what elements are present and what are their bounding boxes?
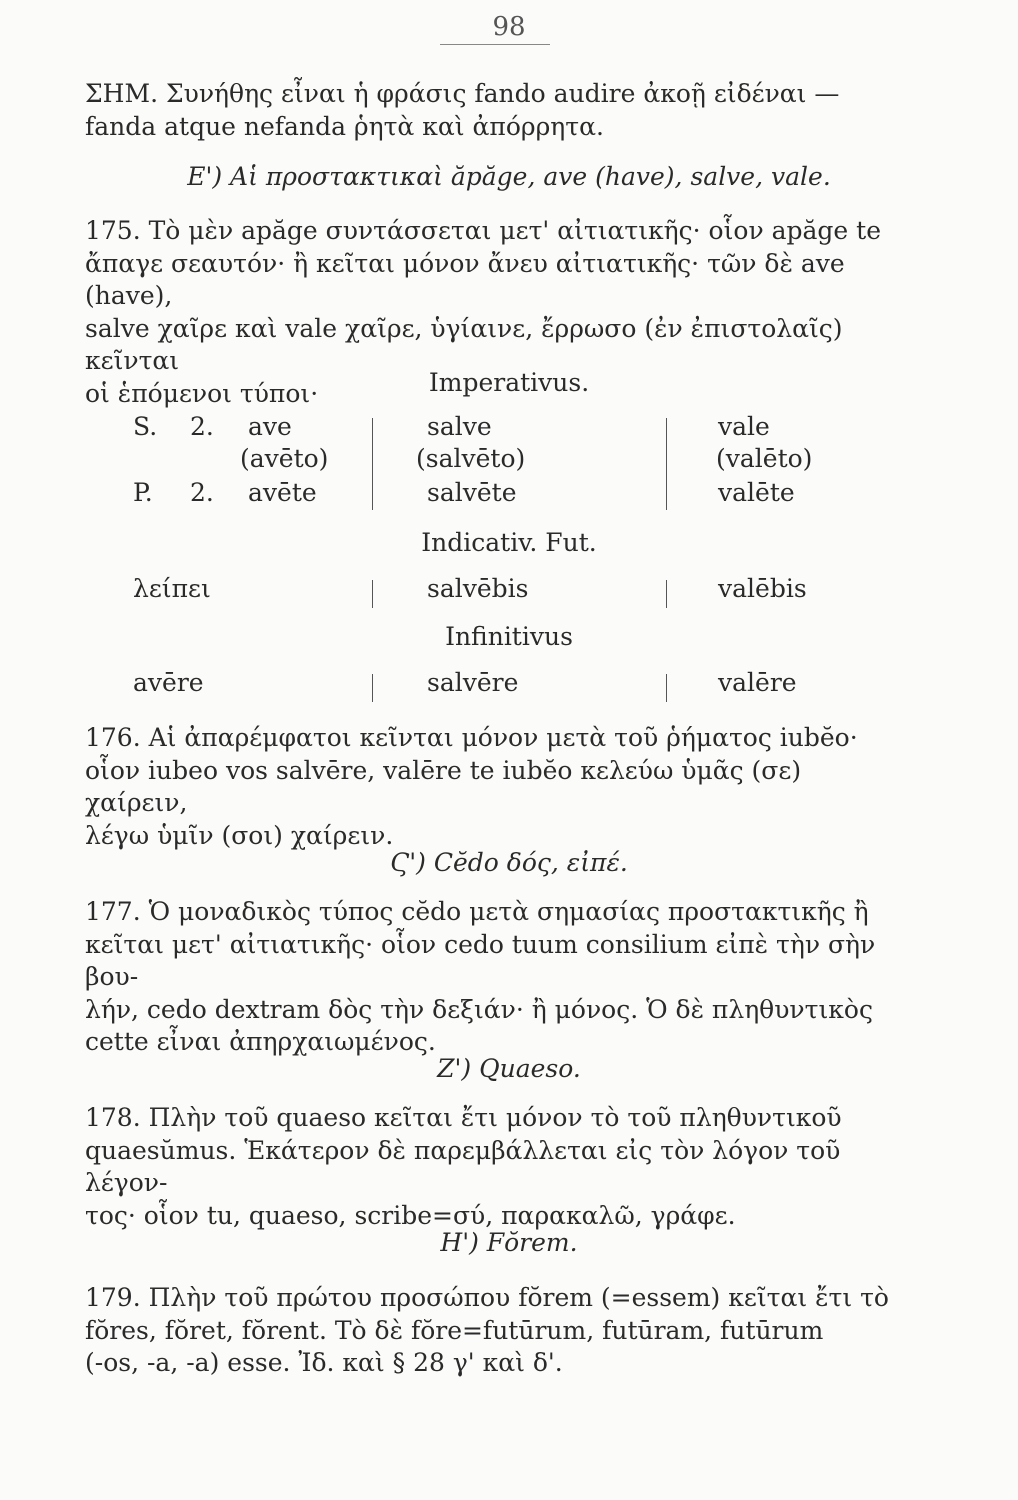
salvete-cell: salvēte xyxy=(427,478,517,507)
avete-cell: avēte xyxy=(248,478,317,507)
valebis-cell: valēbis xyxy=(718,574,807,603)
imperativus-heading: Imperativus. xyxy=(428,368,590,397)
p177-line-1: 177. Ὁ μοναδικὸς τύπος cĕdo μετὰ σημασίας προστακτικῆς ἢ xyxy=(85,897,869,926)
p179-line-3: (-os, -a, -a) esse. Ἰδ. καὶ § 28 γ' καὶ δ'. xyxy=(85,1348,563,1377)
p175-line-1: 175. Τὸ μὲν apăge συντάσσεται μετ' αἰτιατικῆς· οἷον apăge te xyxy=(85,216,881,245)
salveto-cell: (salvēto) xyxy=(416,444,526,473)
leipei-cell: λείπει xyxy=(133,574,211,603)
p178-line-3: τος· οἷον tu, quaeso, scribe=σύ, παρακαλῶ, γράφε. xyxy=(85,1200,736,1230)
p175-line-3: salve χαῖρε καὶ vale χαῖρε, ὑγίαινε, ἔρρωσο (ἐν ἐπιστολαῖς) κεῖνται xyxy=(85,313,843,375)
note-paragraph xyxy=(85,78,910,143)
singular-person: 2. xyxy=(190,412,214,441)
p179-line-1: 179. Πλὴν τοῦ πρώτου προσώπου fŏrem (=essem) κεῖται ἔτι τὸ xyxy=(85,1283,889,1312)
ave-cell: ave xyxy=(248,412,292,441)
p177-line-4: cette εἶναι ἀπηρχαιωμένος. xyxy=(85,1027,436,1056)
column-divider-5 xyxy=(372,674,373,702)
p177-line-2: κεῖται μετ' αἰτιατικῆς· οἷον cedo tuum consilium εἰπὲ τὴν σὴν βου- xyxy=(85,929,876,991)
valere-cell: valēre xyxy=(718,668,797,697)
salvere-cell: salvēre xyxy=(427,668,519,697)
paragraph-176 xyxy=(85,722,910,852)
column-divider-6 xyxy=(666,674,667,702)
salve-cell: salve xyxy=(427,412,492,441)
column-divider-4 xyxy=(666,580,667,608)
p179-line-2: fŏres, fŏret, fŏrent. Τὸ δὲ fŏre=futūrum, futūram, futūrum xyxy=(85,1315,824,1345)
section-st-heading: Ϛ') Cĕdo δός, εἰπέ. xyxy=(390,848,628,877)
column-divider-1 xyxy=(372,418,373,510)
p178-line-1: 178. Πλὴν τοῦ quaeso κεῖται ἔτι μόνον τὸ τοῦ πληθυντικοῦ xyxy=(85,1103,842,1132)
p178-line-2: quaesŭmus. Ἑκάτερον δὲ παρεμβάλλεται εἰς τὸν λόγον τοῦ λέγον- xyxy=(85,1135,841,1197)
note-line-2: fanda atque nefanda ῥητὰ καὶ ἀπόρρητα. xyxy=(85,111,604,141)
infinitivus-heading: Infinitivus xyxy=(445,622,573,651)
avere-cell: avēre xyxy=(133,668,204,697)
p175-line-4: οἱ ἑπόμενοι τύποι· xyxy=(85,378,319,408)
page-number: 98 xyxy=(492,12,526,42)
p176-line-2: οἷον iubeo vos salvēre, valēre te iubĕo κελεύω ὑμᾶς (σε) χαίρειν, xyxy=(85,755,802,817)
section-e-heading: E') Αἱ προστακτικαὶ ăpăge, ave (have), salve, vale. xyxy=(187,162,831,191)
note-line-1: ΣΗΜ. Συνήθης εἶναι ἡ φράσις fando audire ἀκοῇ εἰδέναι — xyxy=(85,79,840,108)
section-h-heading: H') Fŏrem. xyxy=(440,1228,578,1257)
paragraph-179 xyxy=(85,1282,910,1380)
singular-label: S. xyxy=(133,412,158,441)
salvebis-cell: salvēbis xyxy=(427,574,529,603)
valete-cell: valēte xyxy=(718,478,795,507)
valeto-cell: (valēto) xyxy=(716,444,813,473)
p176-line-1: 176. Αἱ ἀπαρέμφατοι κεῖνται μόνον μετὰ τοῦ ῥήματος iubĕo· xyxy=(85,723,858,752)
p176-line-3: λέγω ὑμῖν (σοι) χαίρειν. xyxy=(85,820,394,850)
column-divider-3 xyxy=(372,580,373,608)
plural-person: 2. xyxy=(190,478,214,507)
plural-label: P. xyxy=(133,478,153,507)
column-divider-2 xyxy=(666,418,667,510)
header-rule xyxy=(440,44,550,45)
paragraph-177 xyxy=(85,896,910,1059)
paragraph-178 xyxy=(85,1102,910,1232)
vale-cell: vale xyxy=(718,412,770,441)
section-z-heading: Z') Quaeso. xyxy=(437,1054,581,1083)
p177-line-3: λήν, cedo dextram δὸς τὴν δεξιάν· ἢ μόνος. Ὁ δὲ πληθυντικὸς xyxy=(85,994,873,1024)
aveto-cell: (avēto) xyxy=(240,444,329,473)
p175-line-2: ἄπαγε σεαυτόν· ἢ κεῖται μόνον ἄνευ αἰτιατικῆς· τῶν δὲ ave (have), xyxy=(85,248,845,310)
indicativ-heading: Indicativ. Fut. xyxy=(421,528,597,557)
